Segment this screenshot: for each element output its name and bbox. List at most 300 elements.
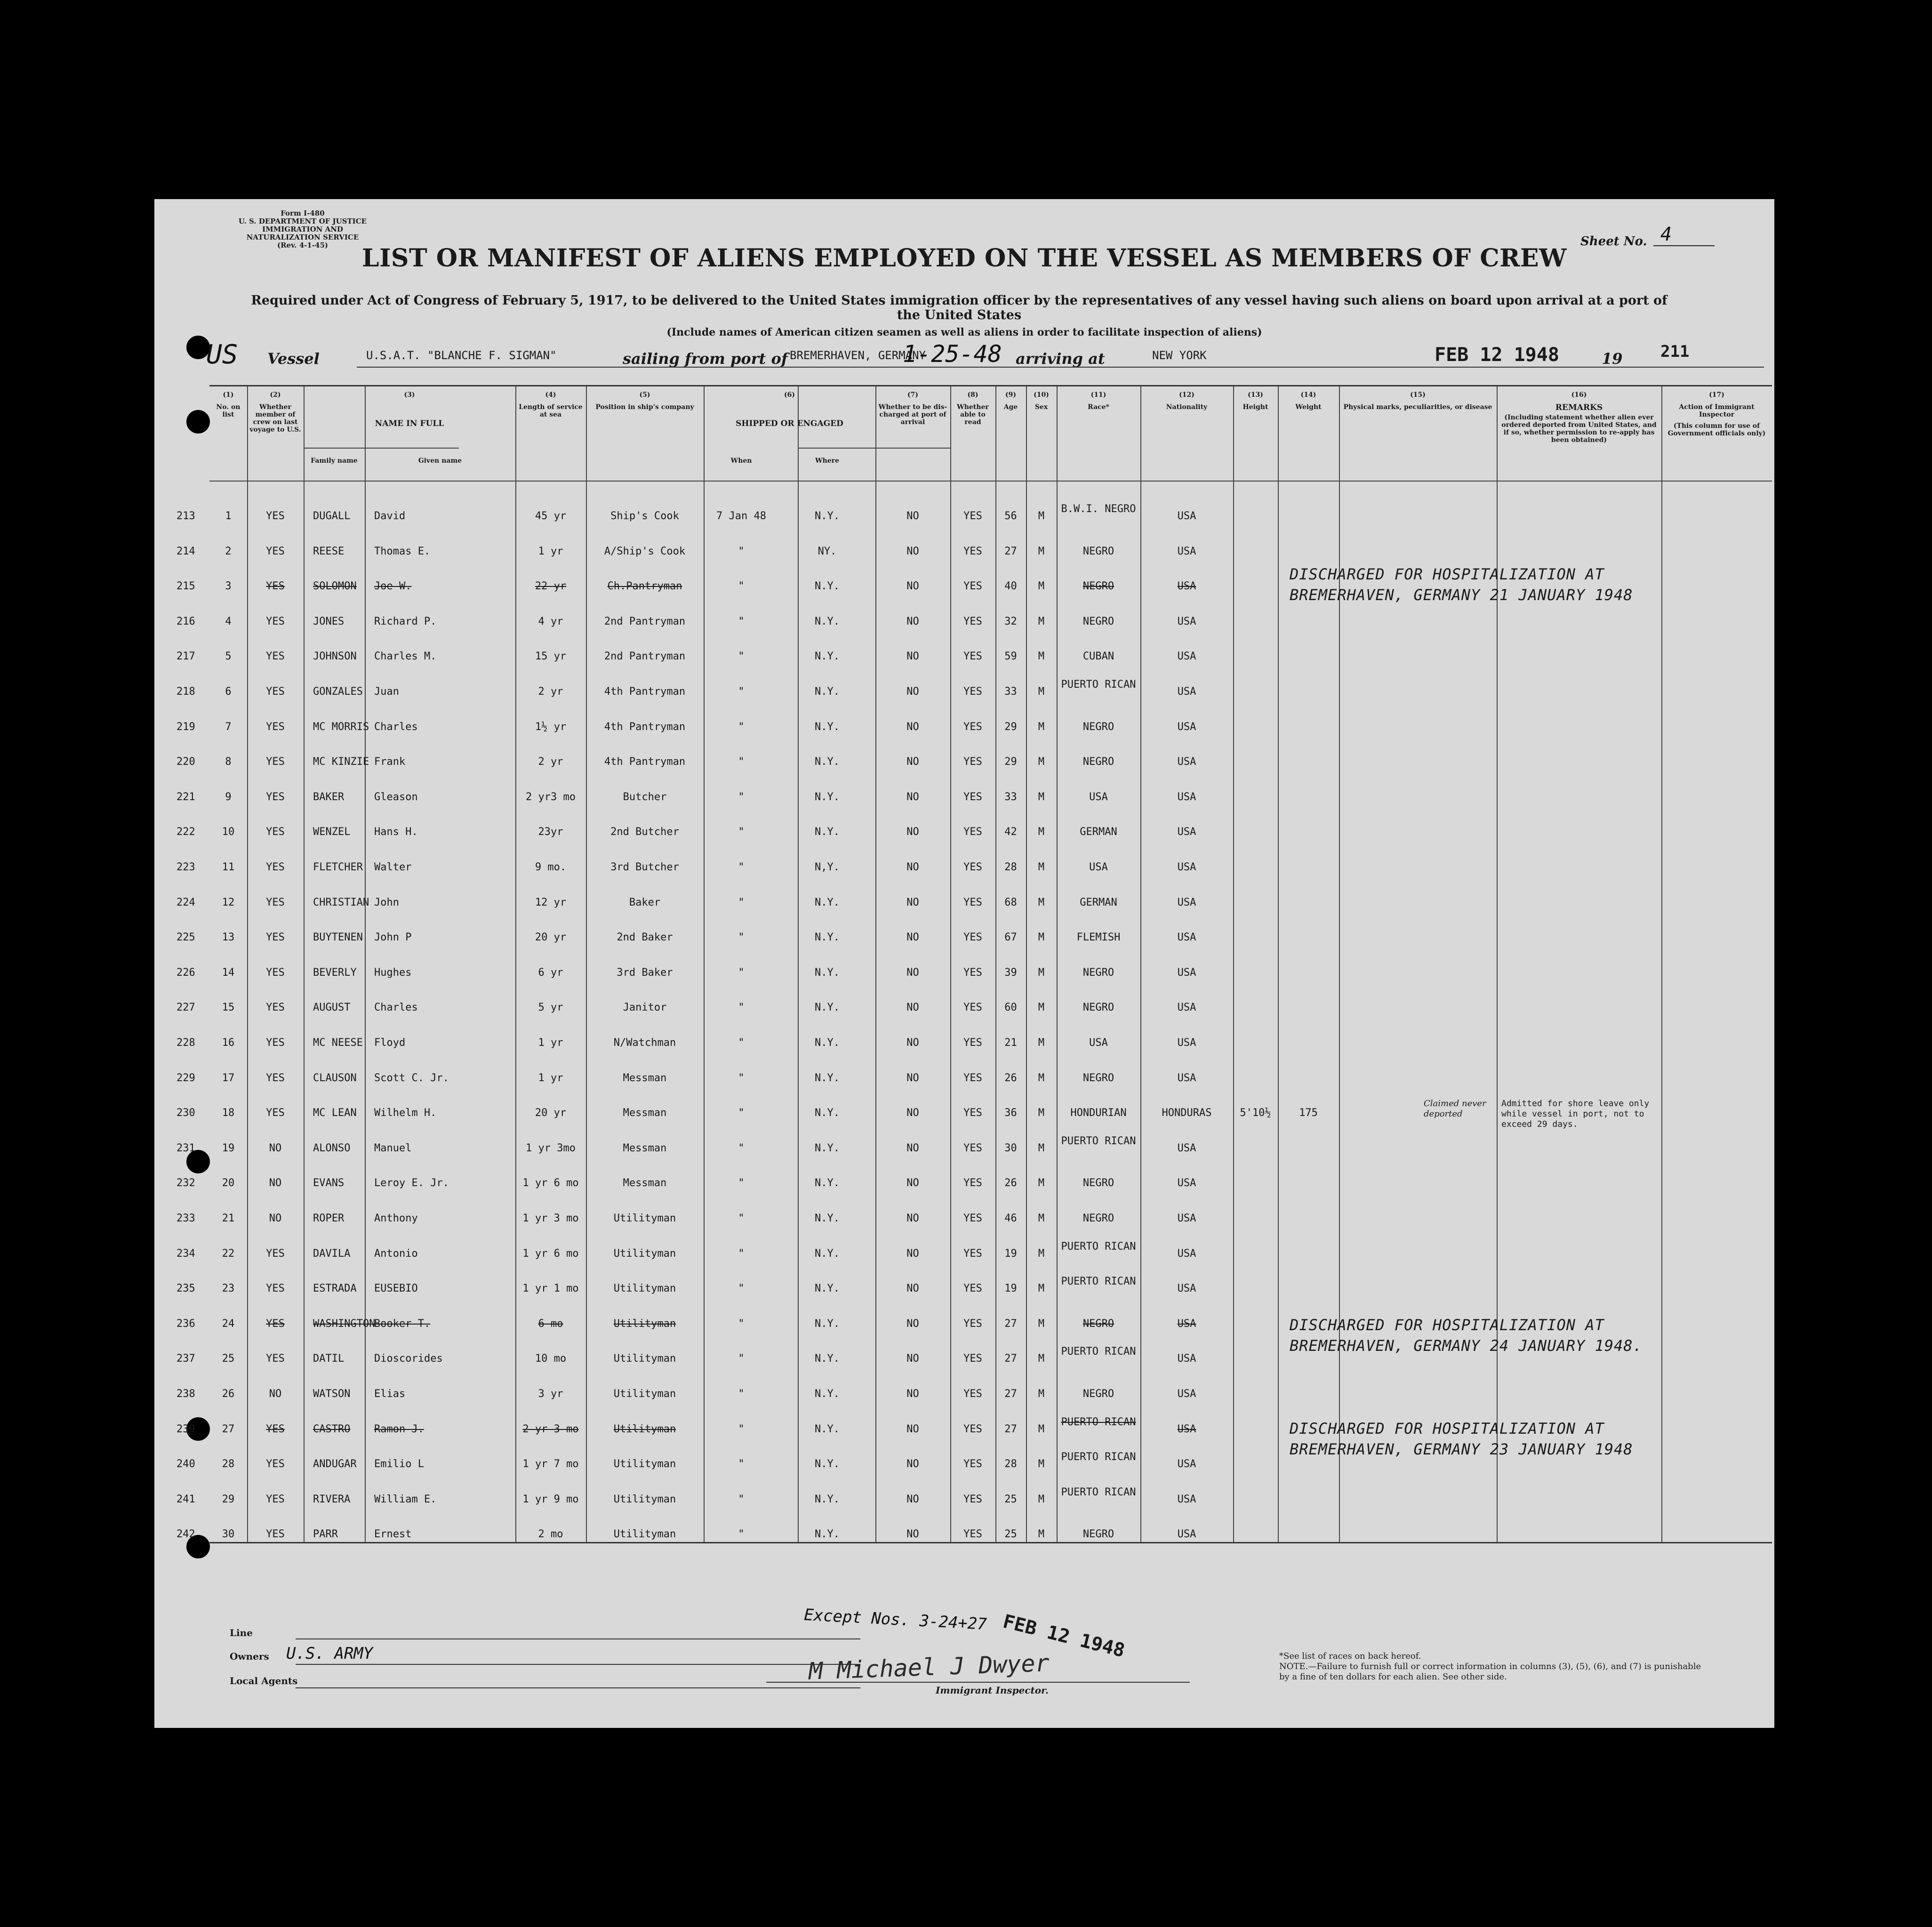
- table-row: [176, 1064, 1772, 1099]
- table-row: [176, 993, 1772, 1028]
- cell-member: YES: [266, 580, 285, 593]
- cell-sex: M: [1038, 650, 1045, 663]
- cell-sex: M: [1038, 1072, 1045, 1084]
- column-number: (9): [1005, 391, 1016, 399]
- cell-race: NEGRO: [1082, 1177, 1114, 1189]
- cell-when: ": [738, 1212, 745, 1224]
- cell-race: USA: [1089, 791, 1108, 803]
- cell-given: Gleason: [374, 791, 418, 803]
- cell-age: 19: [1004, 1247, 1017, 1260]
- cell-read: YES: [963, 1247, 982, 1260]
- cell-where: N.Y.: [815, 1423, 840, 1435]
- cell-member: NO: [269, 1177, 282, 1189]
- cell-given: Ramon J.: [374, 1423, 424, 1435]
- cell-nat: USA: [1177, 1458, 1196, 1470]
- cell-read: YES: [963, 1002, 982, 1014]
- table-row: [176, 958, 1772, 994]
- cell-age: 27: [1004, 1353, 1017, 1365]
- column-header: Where: [815, 457, 840, 465]
- cell-nat: USA: [1177, 1072, 1196, 1084]
- vessel-label: Vessel: [267, 350, 320, 368]
- serial-number: 226: [176, 966, 195, 979]
- cell-disch: NO: [906, 650, 919, 663]
- serial-number: 236: [176, 1317, 195, 1330]
- serial-number: 231: [176, 1142, 195, 1154]
- column-number: (13): [1248, 391, 1263, 399]
- cell-family: WENZEL: [313, 826, 351, 838]
- serial-number: 223: [176, 861, 195, 873]
- cell-no: 3: [225, 580, 232, 593]
- serial-number: 237: [176, 1353, 195, 1365]
- cell-family: MC NEESE: [313, 1037, 363, 1049]
- cell-family: MC KINZIE: [313, 756, 369, 768]
- cell-member: YES: [266, 721, 285, 733]
- cell-when: ": [738, 1072, 745, 1084]
- table-row: [176, 502, 1772, 537]
- departure-port: BREMERHAVEN, GERMANY: [790, 349, 926, 362]
- cell-age: 42: [1004, 826, 1017, 838]
- cell-family: WASHINGTON: [313, 1317, 376, 1330]
- cell-nat: USA: [1177, 1037, 1196, 1049]
- cell-where: N.Y.: [815, 510, 840, 522]
- cell-disch: NO: [906, 1212, 919, 1224]
- column-header: Age: [1003, 403, 1018, 411]
- cell-read: YES: [963, 1212, 982, 1224]
- column-number: (6): [784, 391, 795, 399]
- column-header: Whether member of crew on last voyage to U.S.: [249, 403, 301, 434]
- cell-no: 12: [222, 896, 235, 908]
- cell-when: ": [738, 650, 745, 663]
- cell-nat: USA: [1177, 1423, 1196, 1435]
- date-stamp: FEB 12 1948: [1001, 1610, 1127, 1662]
- cell-nat: USA: [1177, 615, 1196, 627]
- cell-no: 23: [222, 1283, 235, 1295]
- vessel-underline: [357, 367, 1764, 368]
- serial-number: 213: [176, 510, 195, 522]
- cell-age: 30: [1004, 1142, 1017, 1154]
- cell-family: AUGUST: [313, 1002, 351, 1014]
- cell-race: PUERTO RICAN: [1061, 1346, 1136, 1358]
- cell-age: 29: [1004, 721, 1017, 733]
- serial-number: 215: [176, 580, 195, 593]
- serial-number: 241: [176, 1493, 195, 1505]
- cell-position: Messman: [623, 1072, 667, 1084]
- cell-family: CHRISTIAN: [313, 896, 369, 908]
- form-service: IMMIGRATION AND NATURALIZATION SERVICE: [246, 225, 359, 241]
- cell-when: ": [738, 580, 745, 593]
- column-number: (3): [404, 391, 415, 399]
- cell-read: YES: [963, 1107, 982, 1119]
- cell-where: N.Y.: [815, 1107, 840, 1119]
- cell-nat: USA: [1177, 826, 1196, 838]
- cell-nat: USA: [1177, 1002, 1196, 1014]
- column-number: (15): [1410, 391, 1426, 399]
- cell-no: 10: [222, 826, 235, 838]
- cell-where: N.Y.: [815, 1072, 840, 1084]
- cell-given: Frank: [374, 756, 406, 768]
- serial-number: 229: [176, 1072, 195, 1084]
- cell-when: ": [738, 615, 745, 627]
- cell-member: YES: [266, 510, 285, 522]
- cell-given: Richard P.: [374, 615, 437, 627]
- cell-age: 25: [1004, 1493, 1017, 1505]
- cell-member: YES: [266, 615, 285, 627]
- cell-family: DATIL: [313, 1353, 345, 1365]
- cell-length: 9 mo.: [535, 861, 567, 873]
- cell-length: 22 yr: [535, 580, 567, 593]
- cell-race: PUERTO RICAN: [1061, 1240, 1136, 1253]
- serial-number: 214: [176, 545, 195, 557]
- cell-nat: USA: [1177, 510, 1196, 522]
- cell-where: N.Y.: [815, 1458, 840, 1470]
- cell-race: CUBAN: [1082, 650, 1114, 663]
- column-number: (11): [1090, 391, 1106, 399]
- cell-length: 3 yr: [538, 1388, 563, 1400]
- cell-age: 68: [1004, 896, 1017, 908]
- column-header: Given name: [418, 457, 462, 465]
- cell-sex: M: [1038, 1142, 1045, 1154]
- cell-member: YES: [266, 1528, 285, 1541]
- cell-length: 1 yr 3 mo: [522, 1212, 579, 1224]
- serial-number: 239: [176, 1423, 195, 1435]
- cell-race: NEGRO: [1082, 580, 1114, 593]
- cell-disch: NO: [906, 1423, 919, 1435]
- cell-weight: 175: [1299, 1107, 1318, 1119]
- name-subheader-line: [304, 448, 459, 449]
- cell-given: John P: [374, 931, 412, 944]
- cell-where: NY.: [818, 545, 837, 557]
- cell-family: DAVILA: [313, 1247, 351, 1260]
- cell-read: YES: [963, 580, 982, 593]
- cell-given: Joe W.: [374, 580, 412, 593]
- cell-nat: USA: [1177, 966, 1196, 979]
- serial-number: 242: [176, 1528, 195, 1541]
- cell-length: 15 yr: [535, 650, 567, 663]
- cell-family: CASTRO: [313, 1423, 351, 1435]
- arrival-date-stamp: FEB 12 1948: [1435, 344, 1559, 366]
- cell-where: N.Y.: [815, 1247, 840, 1260]
- cell-member: YES: [266, 1107, 285, 1119]
- cell-where: N.Y.: [815, 966, 840, 979]
- cell-no: 1: [225, 510, 232, 522]
- cell-nat: USA: [1177, 1142, 1196, 1154]
- cell-position: A/Ship's Cook: [604, 545, 686, 557]
- cell-disch: NO: [906, 966, 919, 979]
- cell-where: N.Y.: [815, 791, 840, 803]
- cell-age: 28: [1004, 861, 1017, 873]
- cell-age: 19: [1004, 1283, 1017, 1295]
- arrival-port: NEW YORK: [1152, 349, 1207, 362]
- sheet-number: 4: [1660, 224, 1672, 245]
- cell-no: 21: [222, 1212, 235, 1224]
- cell-when: ": [738, 1142, 745, 1154]
- cell-when: ": [738, 1528, 745, 1541]
- column-header: Family name: [311, 457, 358, 465]
- column-header: Height: [1243, 403, 1268, 411]
- cell-read: YES: [963, 1283, 982, 1295]
- cell-disch: NO: [906, 1353, 919, 1365]
- cell-when: ": [738, 826, 745, 838]
- cell-disch: NO: [906, 1528, 919, 1541]
- cell-no: 19: [222, 1142, 235, 1154]
- cell-age: 59: [1004, 650, 1017, 663]
- cell-no: 22: [222, 1247, 235, 1260]
- cell-nat: HONDURAS: [1162, 1107, 1212, 1119]
- table-row: [176, 1169, 1772, 1204]
- cell-member: YES: [266, 861, 285, 873]
- cell-race: NEGRO: [1082, 615, 1114, 627]
- cell-family: REESE: [313, 545, 345, 557]
- cell-sex: M: [1038, 1353, 1045, 1365]
- cell-member: YES: [266, 1283, 285, 1295]
- cell-read: YES: [963, 1142, 982, 1154]
- cell-read: YES: [963, 1037, 982, 1049]
- cell-read: YES: [963, 1423, 982, 1435]
- cell-length: 2 yr3 mo: [526, 791, 576, 803]
- table-row: [176, 888, 1772, 923]
- cell-position: Utilityman: [613, 1353, 676, 1365]
- cell-where: N.Y.: [815, 826, 840, 838]
- cell-disch: NO: [906, 615, 919, 627]
- cell-sex: M: [1038, 826, 1045, 838]
- cell-nat: USA: [1177, 1388, 1196, 1400]
- table-row: [176, 747, 1772, 783]
- cell-age: 56: [1004, 510, 1017, 522]
- table-row: [176, 853, 1772, 888]
- table-row: [176, 642, 1772, 677]
- cell-given: Dioscorides: [374, 1353, 443, 1365]
- cell-age: 32: [1004, 615, 1017, 627]
- footnotes: [1279, 1651, 1703, 1682]
- cell-when: ": [738, 1317, 745, 1330]
- serial-number: 232: [176, 1177, 195, 1189]
- cell-nat: USA: [1177, 1528, 1196, 1541]
- cell-length: 5 yr: [538, 1002, 563, 1014]
- cell-member: YES: [266, 1247, 285, 1260]
- cell-family: ESTRADA: [313, 1283, 357, 1295]
- cell-member: YES: [266, 650, 285, 663]
- cell-read: YES: [963, 896, 982, 908]
- cell-disch: NO: [906, 1177, 919, 1189]
- column-header: Race*: [1088, 403, 1109, 411]
- cell-length: 1 yr 6 mo: [522, 1177, 579, 1189]
- cell-nat: USA: [1177, 756, 1196, 768]
- cell-read: YES: [963, 721, 982, 733]
- cell-age: 67: [1004, 931, 1017, 944]
- cell-age: 33: [1004, 686, 1017, 698]
- cell-when: ": [738, 1002, 745, 1014]
- column-number: (14): [1300, 391, 1316, 399]
- cell-length: 2 yr: [538, 686, 563, 698]
- cell-age: 26: [1004, 1177, 1017, 1189]
- cell-sex: M: [1038, 791, 1045, 803]
- cell-family: ANDUGAR: [313, 1458, 357, 1470]
- cell-length: 12 yr: [535, 896, 567, 908]
- cell-disch: NO: [906, 896, 919, 908]
- cell-sex: M: [1038, 861, 1045, 873]
- table-row: [176, 1274, 1772, 1309]
- column-number: (4): [545, 391, 556, 399]
- cell-family: BAKER: [313, 791, 345, 803]
- cell-length: 2 yr 3 mo: [522, 1423, 579, 1435]
- column-header: Physical marks, peculiarities, or disease: [1343, 403, 1492, 411]
- cell-read: YES: [963, 1388, 982, 1400]
- cell-member: YES: [266, 1002, 285, 1014]
- sheet-number-label: Sheet No.: [1580, 234, 1647, 249]
- cell-race: NEGRO: [1082, 545, 1114, 557]
- cell-where: N.Y.: [815, 1528, 840, 1541]
- cell-age: 60: [1004, 1002, 1017, 1014]
- cell-no: 24: [222, 1317, 235, 1330]
- cell-family: SOLOMON: [313, 580, 357, 593]
- cell-sex: M: [1038, 510, 1045, 522]
- cell-race: PUERTO RICAN: [1061, 1451, 1136, 1463]
- cell-read: YES: [963, 1528, 982, 1541]
- column-number: (8): [967, 391, 978, 399]
- column-header: Length of service at sea: [519, 403, 583, 418]
- cell-family: DUGALL: [313, 510, 351, 522]
- cell-position: Messman: [623, 1107, 667, 1119]
- cell-age: 29: [1004, 756, 1017, 768]
- line-label: Line: [230, 1627, 253, 1638]
- exception-note: Except Nos. 3-24+27: [803, 1605, 987, 1634]
- cell-where: N.Y.: [815, 580, 840, 593]
- cell-given: Booker T.: [374, 1317, 431, 1330]
- note-line: BREMERHAVEN, GERMANY 21 JANUARY 1948: [1290, 586, 1633, 604]
- cell-sex: M: [1038, 580, 1045, 593]
- cell-given: EUSEBIO: [374, 1283, 418, 1295]
- race-footnote: *See list of races on back hereof.: [1279, 1651, 1421, 1661]
- column-number: (17): [1709, 391, 1724, 399]
- cell-family: WATSON: [313, 1388, 351, 1400]
- cell-read: YES: [963, 650, 982, 663]
- column-header: Position in ship's company: [595, 403, 694, 411]
- serial-number: 216: [176, 615, 195, 627]
- cell-position: 4th Pantryman: [604, 686, 686, 698]
- note-line: DISCHARGED FOR HOSPITALIZATION AT: [1290, 1316, 1604, 1334]
- table-row: [176, 1134, 1772, 1169]
- column-header: Weight: [1295, 403, 1322, 411]
- cell-race: USA: [1089, 861, 1108, 873]
- cell-family: ALONSO: [313, 1142, 351, 1154]
- cell-sex: M: [1038, 686, 1045, 698]
- hospitalization-note: [1290, 1315, 1643, 1356]
- column-header: No. on list: [216, 403, 240, 418]
- cell-when: ": [738, 861, 745, 873]
- cell-where: N.Y.: [815, 1037, 840, 1049]
- cell-member: YES: [266, 1353, 285, 1365]
- cell-when: ": [738, 896, 745, 908]
- cell-family: MC LEAN: [313, 1107, 357, 1119]
- cell-disch: NO: [906, 1247, 919, 1260]
- cell-age: 27: [1004, 1388, 1017, 1400]
- cell-read: YES: [963, 826, 982, 838]
- cell-age: 28: [1004, 1458, 1017, 1470]
- binder-hole: [186, 410, 210, 434]
- cell-race: PUERTO RICAN: [1061, 1486, 1136, 1498]
- cell-length: 2 yr: [538, 756, 563, 768]
- cell-disch: NO: [906, 545, 919, 557]
- cell-read: YES: [963, 1458, 982, 1470]
- cell-length: 23yr: [538, 826, 563, 838]
- cell-sex: M: [1038, 1177, 1045, 1189]
- cell-given: Scott C. Jr.: [374, 1072, 449, 1084]
- cell-no: 20: [222, 1177, 235, 1189]
- cell-sex: M: [1038, 756, 1045, 768]
- table-row: [176, 1485, 1772, 1520]
- cell-read: YES: [963, 1177, 982, 1189]
- cell-age: 27: [1004, 1423, 1017, 1435]
- cell-disch: NO: [906, 931, 919, 944]
- cell-member: NO: [269, 1142, 282, 1154]
- page-number: 211: [1660, 342, 1690, 361]
- cell-when: ": [738, 721, 745, 733]
- cell-position: 4th Pantryman: [604, 721, 686, 733]
- table-row: [176, 1028, 1772, 1064]
- cell-position: Utilityman: [613, 1388, 676, 1400]
- cell-length: 1 yr: [538, 1037, 563, 1049]
- cell-given: William E.: [374, 1493, 437, 1505]
- cell-position: Butcher: [623, 791, 667, 803]
- cell-where: N.Y.: [815, 896, 840, 908]
- cell-age: 39: [1004, 966, 1017, 979]
- cell-read: YES: [963, 1317, 982, 1330]
- cell-nat: USA: [1177, 721, 1196, 733]
- cell-no: 7: [225, 721, 232, 733]
- cell-position: 4th Pantryman: [604, 756, 686, 768]
- cell-race: NEGRO: [1082, 1002, 1114, 1014]
- cell-position: Utilityman: [613, 1247, 676, 1260]
- serial-number: 234: [176, 1247, 195, 1260]
- cell-position: Utilityman: [613, 1423, 676, 1435]
- cell-disch: NO: [906, 791, 919, 803]
- column-number: (16): [1571, 391, 1587, 399]
- cell-length: 6 yr: [538, 966, 563, 979]
- cell-race: HONDURIAN: [1070, 1107, 1127, 1119]
- cell-where: N.Y.: [815, 1142, 840, 1154]
- signature-rule: [766, 1682, 1190, 1683]
- column-header: REMARKS: [1555, 403, 1603, 412]
- cell-length: 6 mo: [538, 1317, 563, 1330]
- cell-age: 40: [1004, 580, 1017, 593]
- cell-sex: M: [1038, 615, 1045, 627]
- sailing-label: sailing from port of: [623, 350, 788, 368]
- cell-given: Charles: [374, 721, 418, 733]
- cell-given: Leroy E. Jr.: [374, 1177, 449, 1189]
- cell-age: 46: [1004, 1212, 1017, 1224]
- column-header: (This column for use of Government officials only): [1667, 422, 1766, 437]
- cell-when: ": [738, 1177, 745, 1189]
- cell-disch: NO: [906, 1458, 919, 1470]
- cell-sex: M: [1038, 1423, 1045, 1435]
- column-number: (12): [1179, 391, 1194, 399]
- serial-number: 219: [176, 721, 195, 733]
- cell-length: 45 yr: [535, 510, 567, 522]
- cell-age: 25: [1004, 1528, 1017, 1541]
- note-line: DISCHARGED FOR HOSPITALIZATION AT: [1290, 1420, 1604, 1437]
- cell-age: 33: [1004, 791, 1017, 803]
- cell-race: NEGRO: [1082, 1528, 1114, 1541]
- arriving-label: arriving at: [1016, 350, 1105, 368]
- column-header: Whether able to read: [957, 403, 989, 426]
- cell-given: John: [374, 896, 399, 908]
- cell-disch: NO: [906, 1317, 919, 1330]
- column-header: SHIPPED OR ENGAGED: [736, 419, 843, 428]
- cell-position: Utilityman: [613, 1283, 676, 1295]
- cell-nat: USA: [1177, 1247, 1196, 1260]
- note-line: BREMERHAVEN, GERMANY 24 JANUARY 1948.: [1290, 1337, 1643, 1355]
- cell-given: Antonio: [374, 1247, 418, 1260]
